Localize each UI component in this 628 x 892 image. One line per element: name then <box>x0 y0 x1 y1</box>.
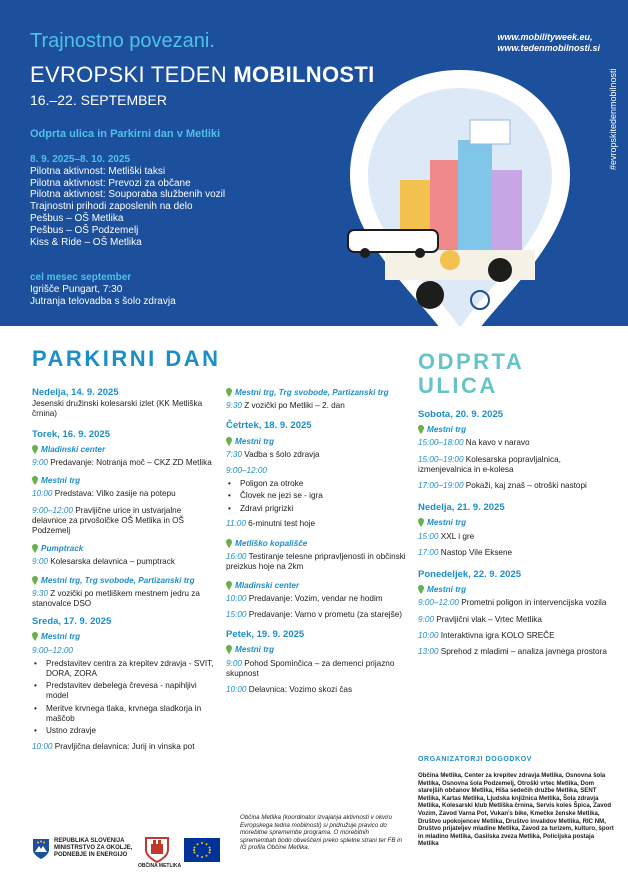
event-time: 9:00 <box>32 458 48 468</box>
event <box>226 552 410 572</box>
building-icon <box>492 170 522 250</box>
odprta-ulica-title <box>418 350 524 398</box>
parkirni-column-1 <box>32 388 216 752</box>
event <box>226 659 410 679</box>
location-name: Mestni trg <box>235 436 275 446</box>
list-item: • Poligon za otroke <box>226 479 410 489</box>
event <box>32 557 216 567</box>
event-text: Na kavo v naravo <box>463 438 530 448</box>
location <box>32 445 216 455</box>
event-text: Z vozički po metliškem mestnem jedru za stanovalce DSO <box>32 588 200 609</box>
event-text: Delavnica: Vozimo skozi čas <box>246 685 353 695</box>
event-time: 9:00–12:00 <box>226 466 267 476</box>
event-time: 9:00–12:00 <box>32 645 73 655</box>
event <box>418 615 614 625</box>
map-pin-icon <box>32 632 38 641</box>
event-time-range <box>32 646 216 656</box>
event-time: 9:00 <box>226 658 242 668</box>
map-pin-icon <box>226 437 232 446</box>
pilot-item: Pilotna aktivnost: Metliški taksi <box>30 165 166 177</box>
event-time: 10:00 <box>226 593 247 603</box>
list-item: • Človek ne jezi se - igra <box>226 491 410 501</box>
organizers-title: ORGANIZATORJI DOGODKOV <box>418 756 533 763</box>
event-time: 9:30 <box>32 588 48 598</box>
event-text: Interaktivna igra KOLO SREČE <box>438 630 555 640</box>
event-time: 10:00 <box>32 489 53 499</box>
event-dates: 16.–22. SEPTEMBER <box>30 92 167 108</box>
map-pin-icon <box>418 585 424 594</box>
event-time: 9:00–12:00 <box>418 598 459 608</box>
odprta-ulica-column <box>418 410 614 657</box>
event <box>32 742 216 752</box>
page-title <box>30 62 374 88</box>
subtitle: Odprta ulica in Parkirni dan v Metliki <box>30 128 221 140</box>
location <box>32 544 216 554</box>
pilot-item: Kiss & Ride – OŠ Metlika <box>30 236 142 248</box>
event-time: 9:30 <box>226 401 242 411</box>
title-prefix: EVROPSKI TEDEN <box>30 62 234 87</box>
event <box>418 481 614 491</box>
september-item: Igrišče Pungart, 7:30 <box>30 283 123 295</box>
url-tedenmobilnosti[interactable]: www.tedenmobilnosti.si <box>497 43 600 53</box>
map-pin-icon <box>226 539 232 548</box>
bicycle-wheel-icon <box>516 291 534 309</box>
day-heading: Ponedeljek, 22. 9. 2025 <box>418 569 521 581</box>
event-text: Predstava: Vilko zasije na potepu <box>52 489 176 499</box>
map-pin-icon <box>32 445 38 454</box>
location <box>226 581 410 591</box>
event <box>32 489 216 499</box>
ministry-line: MINISTRSTVO ZA OKOLJE, <box>54 845 133 851</box>
event-text: Pravljične urice in ustvarjalne delavnice za prvošolčke OŠ Metlika in OŠ Podzemelj <box>32 505 184 536</box>
location <box>32 476 216 486</box>
location-name: Mestni trg <box>235 645 275 655</box>
road <box>385 250 535 280</box>
location <box>418 425 614 435</box>
event-text: Predavanje: Varno v prometu (za starejše) <box>246 610 402 620</box>
location-name: Metliško kopališče <box>235 539 308 549</box>
location <box>32 632 216 642</box>
event-text: Kolesarska delavnica – pumptrack <box>47 557 175 567</box>
location-name: Pumptrack <box>41 544 84 554</box>
location <box>32 576 216 586</box>
event-time: 9:00–12:00 <box>32 505 73 515</box>
event-text: Testiranje telesne pripravljenosti in občinski preizkus hoje na 2km <box>226 552 406 572</box>
location-name: Mestni trg <box>427 585 467 595</box>
event-time: 17:00–19:00 <box>418 481 464 491</box>
character-icon <box>416 281 444 309</box>
day-heading: Petek, 19. 9. 2025 <box>226 629 305 641</box>
event-text: Predavanje: Vozim, vendar ne hodim <box>246 593 383 603</box>
event-time: 15:00 <box>418 531 439 541</box>
event-text: Pravljični vlak – Vrtec Metlika <box>433 614 542 624</box>
location-name: Mestni trg <box>41 632 81 642</box>
list-item: • Predstavitev debelega črevesa - napihljivi model <box>32 681 216 701</box>
event-time: 11:00 <box>226 518 246 528</box>
list-item: • Predstavitev centra za krepitev zdravja - SVIT, DORA, ZORA <box>32 659 216 679</box>
september-item: Jutranja telovadba s šolo zdravja <box>30 295 176 307</box>
location <box>226 388 410 398</box>
event <box>32 458 216 468</box>
event-time: 16:00 <box>226 552 247 562</box>
map-pin-icon <box>226 388 232 397</box>
september-period: cel mesec september <box>30 272 132 283</box>
event-time: 10:00 <box>418 630 439 640</box>
odprta-title-line: ULICA <box>418 373 498 398</box>
day-heading: Nedelja, 14. 9. 2025 <box>32 387 119 398</box>
bullet-list <box>32 659 216 736</box>
event-time: 15:00–18:00 <box>418 438 464 448</box>
odprta-title-line: ODPRTA <box>418 349 525 374</box>
event-time: 15:00 <box>226 610 247 620</box>
list-item: • Ustno zdravje <box>32 726 216 736</box>
title-bold: MOBILNOSTI <box>233 62 375 87</box>
pilot-item: Pešbus – OŠ Podzemelj <box>30 224 139 236</box>
event-text: Vadba s šolo zdravja <box>241 449 320 459</box>
event-time: 13:00 <box>418 647 439 657</box>
logos-row <box>32 836 232 869</box>
map-pin-icon <box>418 425 424 434</box>
url-mobilityweek[interactable]: www.mobilityweek.eu, <box>497 32 593 42</box>
bus-wheel-icon <box>415 248 425 258</box>
event-text: Z vozički po Metliki – 2. dan <box>241 401 345 411</box>
location-name: Mestni trg <box>427 518 467 528</box>
event-time-range <box>226 466 410 476</box>
list-item: • Zdravi prigrizki <box>226 504 410 514</box>
event-text: Nastop Vile Eksene <box>438 547 513 557</box>
map-pin-icon <box>226 645 232 654</box>
eu-flag-icon <box>184 838 220 862</box>
map-pin-icon <box>418 518 424 527</box>
event-text: Jesenski družinski kolesarski izlet (KK Metliška črnina) <box>32 399 203 419</box>
location-name: Mladinski center <box>41 444 106 454</box>
pilot-item: Pilotna aktivnost: Souporaba službenih vozil <box>30 189 226 201</box>
location-name: Mladinski center <box>235 580 300 590</box>
event-text: Prometni poligon in intervencijska vozila <box>458 598 607 608</box>
event <box>226 685 410 695</box>
event <box>418 548 614 558</box>
program-change-note: Občina Metlika (koordinator izvajanja aktivnosti v okviru Evropskega tedna mobilnosti) si pridružuje pravico do morebitne spremembe programa. O morebitnih spremembah bodo obveščeni preko spletne strani ter FB in IG profila Občine Metlika. <box>240 814 402 851</box>
day-heading: Sreda, 17. 9. 2025 <box>32 616 112 628</box>
day-heading: Torek, 16. 9. 2025 <box>32 428 110 440</box>
map-pin-icon <box>226 581 232 590</box>
day-heading: Nedelja, 21. 9. 2025 <box>418 502 505 514</box>
bus-wheel-icon <box>360 248 370 258</box>
pilot-item: Pešbus – OŠ Metlika <box>30 212 124 224</box>
location-name: Mestni trg <box>427 425 467 435</box>
parkirni-column-2 <box>226 388 410 695</box>
event-text: XXL i gre <box>438 531 475 541</box>
event <box>418 598 614 608</box>
website-urls[interactable] <box>497 32 600 54</box>
event-time: 10:00 <box>226 685 247 695</box>
metlika-label: OBČINA METLIKA <box>138 863 182 869</box>
event-time: 9:00 <box>418 614 434 624</box>
pilot-item: Pilotna aktivnost: Prevozi za občane <box>30 177 191 189</box>
bus-icon <box>348 230 438 252</box>
event <box>226 519 410 529</box>
event <box>226 594 410 604</box>
hashtag: #evropskitedenmobilnosti <box>608 68 618 170</box>
event <box>226 401 410 411</box>
event <box>418 455 614 475</box>
location-name: Mestni trg, Trg svobode, Partizanski trg <box>41 575 195 585</box>
event <box>32 506 216 537</box>
event <box>418 631 614 641</box>
metlika-coat-of-arms-icon <box>144 836 170 864</box>
list-item: • Meritve krvnega tlaka, krvnega sladkorja in maščob <box>32 704 216 724</box>
event <box>418 532 614 542</box>
location-name: Mestni trg <box>41 476 81 486</box>
location <box>226 645 410 655</box>
map-pin-icon <box>32 476 38 485</box>
event-time: 17:00 <box>418 547 439 557</box>
header-banner <box>0 0 628 326</box>
event-text: Pohod Spominčica – za demenci prijazno skupnost <box>226 658 395 678</box>
bullet-list <box>226 479 410 514</box>
character-icon <box>440 250 460 270</box>
location-name: Mestni trg, Trg svobode, Partizanski trg <box>235 388 389 397</box>
event <box>32 589 216 609</box>
event-text: Pokaži, kaj znaš – otroški nastopi <box>463 481 587 491</box>
map-pin-icon <box>32 576 38 585</box>
pilot-item: Trajnostni prihodi zaposlenih na delo <box>30 201 193 213</box>
pilot-activities <box>30 154 225 248</box>
pilot-period: 8. 9. 2025–8. 10. 2025 <box>30 154 131 165</box>
event-time: 15:00–19:00 <box>418 454 464 464</box>
location <box>418 585 614 595</box>
event-text: Kolesarska popravljalnica, izmenjevalnica in e-kolesa <box>418 454 561 474</box>
ministry-line: PODNEBJE IN ENERGIJO <box>54 852 128 858</box>
event <box>226 610 410 620</box>
location <box>226 539 410 549</box>
building-icon <box>470 120 510 144</box>
event-text: Sprehod z mladimi – analiza javnega prostora <box>438 647 607 657</box>
event-time: 10:00 <box>32 742 53 752</box>
location-pin-illustration <box>330 60 590 326</box>
event-text: 6-minutni test hoje <box>245 518 316 528</box>
day-heading: Sobota, 20. 9. 2025 <box>418 409 504 420</box>
tagline: Trajnostno povezani. <box>30 30 215 52</box>
ministry-label <box>54 838 132 859</box>
character-icon <box>488 258 512 282</box>
ministry-line: REPUBLIKA SLOVENIJA <box>54 838 125 844</box>
event-text: Predavanje: Notranja moč – CKZ ZD Metlika <box>47 458 212 468</box>
map-pin-icon <box>32 544 38 553</box>
building-icon <box>458 140 492 250</box>
event <box>418 438 614 448</box>
organizers-list: Občina Metlika, Center za krepitev zdravja Metlika, Osnovna šola Metlika, Osnovna šola Podzemelj, Otroški vrtec Metlika, Dom starejših občanov Metlika, Hiša sedečih družbe Metlika, SENT Metlika, Kartas Metlika, Ljudska knjižnica Metlika, Šola zdravja Metlika, Kolesarski klub Metliška črnina, Servis koles Špica, Zavod Vozim, Zavod Varna Pot, Vukan's bike, Kmečke ženske Metlika, Društvo upokojencev Metlika, Društvo invalidov Metlika, RIC NM, Društvo prijateljev mladine Metlika, Zavod za turizem, kulturo, šport in mladino Metlika, Gasilska zveza Metlika, Policijska postaja Metlika <box>418 772 614 848</box>
slovenia-coat-of-arms-icon <box>32 838 50 860</box>
location <box>418 518 614 528</box>
september-activities <box>30 272 176 307</box>
event <box>418 647 614 657</box>
parkirni-dan-title: PARKIRNI DAN <box>32 346 221 371</box>
event-text: Pravljična delavnica: Jurij in vinska pot <box>52 742 195 752</box>
location <box>226 437 410 447</box>
event-time: 7:30 <box>226 449 242 459</box>
event <box>226 450 410 460</box>
day-heading: Četrtek, 18. 9. 2025 <box>226 420 312 432</box>
event-time: 9:00 <box>32 557 48 567</box>
